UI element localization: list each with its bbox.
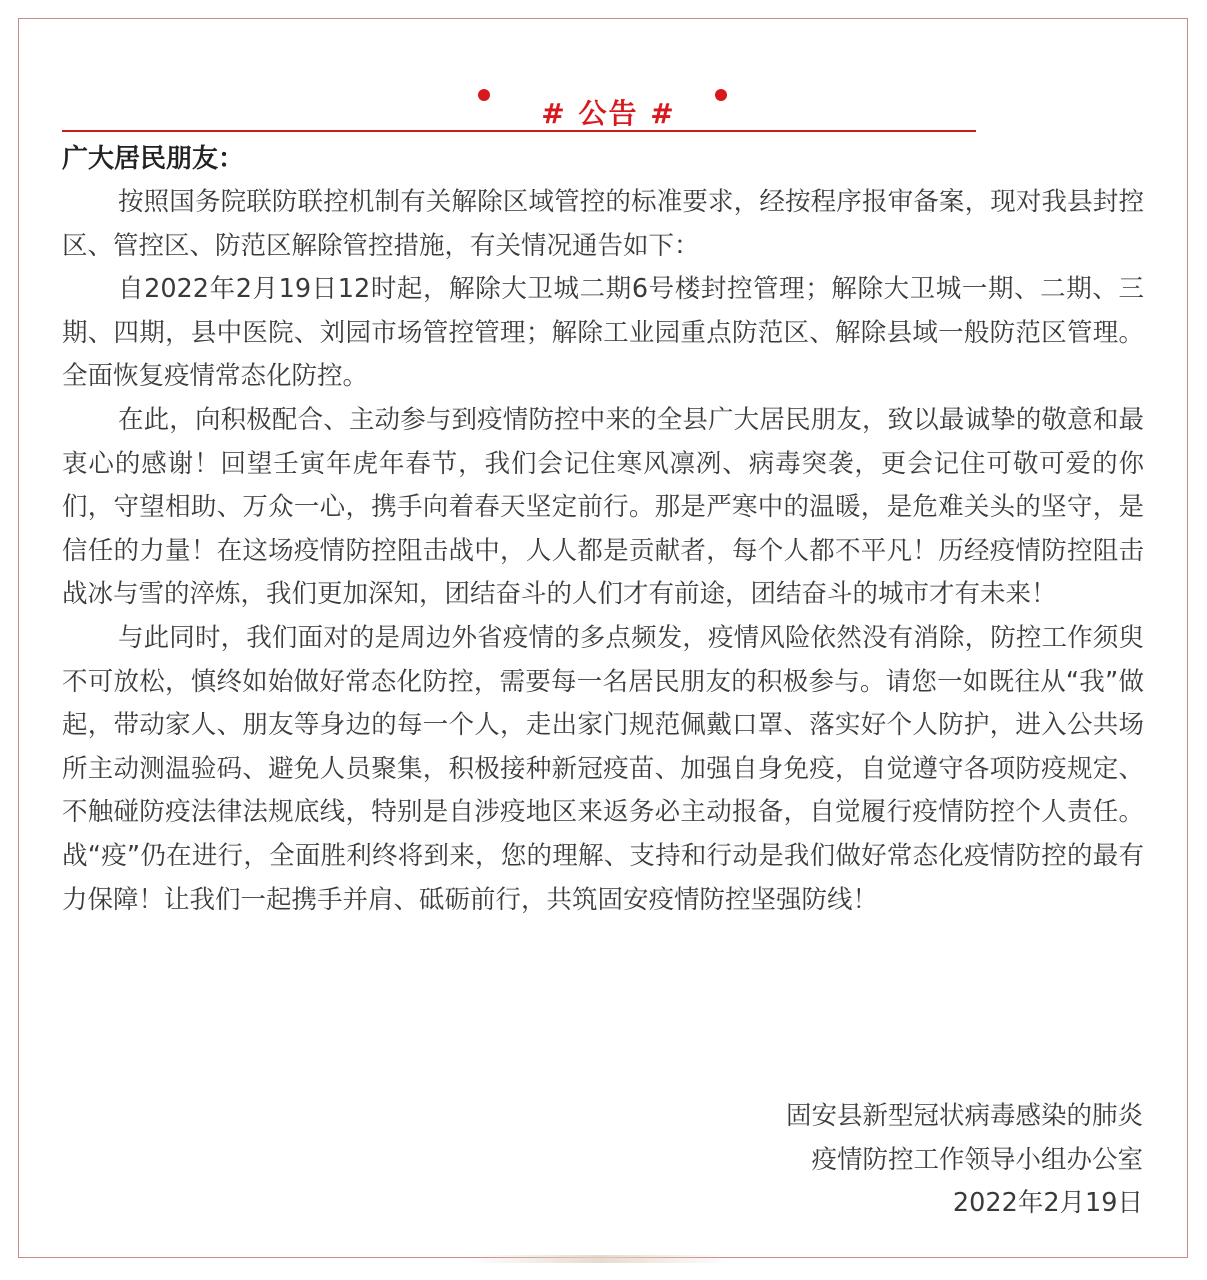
- salutation: 广大居民朋友：: [62, 144, 245, 174]
- title-divider: [62, 130, 976, 132]
- signature-org-line-1: 固安县新型冠状病毒感染的肺炎: [785, 1101, 1143, 1131]
- signature-block: [786, 1095, 1143, 1226]
- paragraph-2: 自2022年2月19日12时起，解除大卫城二期6号楼封控管理；解除大卫城一期、二期、三期、四期，县中医院、刘园市场管控管理；解除工业园重点防范区、解除县域一般防范区管理。全面恢复疫情常态化防控。: [62, 274, 1144, 392]
- paragraph-1: 按照国务院联防联控机制有关解除区域管控的标准要求，经按程序报审备案，现对我县封控区、管控区、防范区解除管控措施，有关情况通告如下：: [62, 187, 1144, 261]
- right-dot-ornament: [715, 89, 727, 101]
- notice-title: # 公告 #: [541, 96, 676, 130]
- signature-date: 2022年2月19日: [952, 1188, 1143, 1219]
- paragraph-4: 与此同时，我们面对的是周边外省疫情的多点频发，疫情风险依然没有消除，防控工作须臾不可放松，慎终如始做好常态化防控，需要每一名居民朋友的积极参与。请您一如既往从“我”做起，带动家人、朋友等身边的每一个人，走出家门规范佩戴口罩、落实好个人防护，进入公共场所主动测温验码、避免人员聚集，积极接种新冠疫苗、加强自身免疫，自觉遵守各项防疫规定、不触碰防疫法律法规底线，特别是自涉疫地区来返务必主动报备，自觉履行疫情防控个人责任。战“疫”仍在进行，全面胜利终将到来，您的理解、支持和行动是我们做好常态化疫情防控的最有力保障！让我们一起携手并肩、砥砺前行，共筑固安疫情防控坚强防线！: [62, 622, 1144, 915]
- signature-org-line-2: 疫情防控工作领导小组办公室: [811, 1144, 1143, 1175]
- left-dot-ornament: [478, 89, 490, 101]
- notice-header: [0, 72, 1207, 130]
- notice-body: [62, 181, 1144, 922]
- paragraph-3: 在此，向积极配合、主动参与到疫情防控中来的全县广大居民朋友，致以最诚挚的敬意和最衷心的感谢！回望壬寅年虎年春节，我们会记住寒风凛冽、病毒突袭，更会记住可敬可爱的你们，守望相助、万众一心，携手向着春天坚定前行。那是严寒中的温暖，是危难关头的坚守，是信任的力量！在这场疫情防控阻击战中，人人都是贡献者，每个人都不平凡！历经疫情防控阻击战冰与雪的淬炼，我们更加深知，团结奋斗的人们才有前途，团结奋斗的城市才有未来！: [62, 404, 1144, 610]
- bottom-decoration: [470, 1255, 730, 1263]
